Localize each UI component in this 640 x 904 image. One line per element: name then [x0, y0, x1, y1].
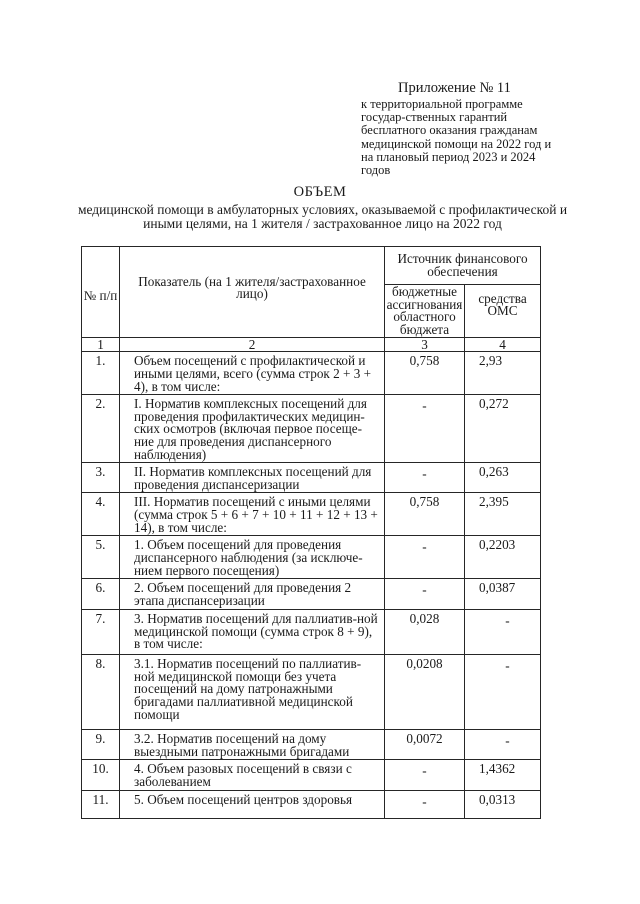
row-oms-value: 2,395: [465, 493, 541, 536]
column-number: 2: [120, 338, 385, 352]
row-budget-value: 0,028: [385, 610, 465, 655]
table-row: [82, 352, 541, 395]
header-number: № п/п: [82, 247, 120, 338]
column-number: 1: [82, 338, 120, 352]
appendix-reference: к территориальной программе государ-ственных гарантий бесплатного оказания гражданам медицинской помощи на 2022 год и на плановый период 2023 и 2024 годов: [361, 97, 552, 178]
table-row: [82, 655, 541, 730]
row-oms-value: 0,0387: [465, 579, 541, 610]
table-row: [82, 536, 541, 579]
row-indicator: 5. Объем посещений центров здоровья: [120, 790, 385, 818]
table-row: [82, 760, 541, 790]
header-oms: средства ОМС: [465, 285, 541, 338]
row-budget-value: 0,758: [385, 493, 465, 536]
row-budget-value: -: [385, 395, 465, 463]
row-indicator: Объем посещений с профилактической и иными целями, всего (сумма строк 2 + 3 + 4), в том числе:: [120, 352, 385, 395]
row-number: 2.: [82, 395, 120, 463]
row-oms-value: 0,272: [465, 395, 541, 463]
row-budget-value: -: [385, 536, 465, 579]
row-number: 8.: [82, 655, 120, 730]
row-indicator: III. Норматив посещений с иными целями (сумма строк 5 + 6 + 7 + 10 + 11 + 12 + 13 + 14), в том числе:: [120, 493, 385, 536]
row-number: 10.: [82, 760, 120, 790]
appendix-title: Приложение № 11: [398, 80, 511, 96]
row-indicator: 4. Объем разовых посещений в связи с заболеванием: [120, 760, 385, 790]
volume-table: [81, 246, 541, 819]
row-number: 11.: [82, 790, 120, 818]
table-row: [82, 579, 541, 610]
row-oms-value: -: [465, 610, 541, 655]
row-budget-value: -: [385, 790, 465, 818]
row-oms-value: 0,2203: [465, 536, 541, 579]
row-indicator: I. Норматив комплексных посещений для проведения профилактических медицин-ских осмотров (включая первое посеще-ние для проведения диспансерного наблюдения): [120, 395, 385, 463]
table-row: [82, 730, 541, 760]
row-oms-value: -: [465, 655, 541, 730]
row-indicator: 1. Объем посещений для проведения диспансерного наблюдения (за исключе-нием первого посещения): [120, 536, 385, 579]
row-number: 9.: [82, 730, 120, 760]
row-indicator: II. Норматив комплексных посещений для проведения диспансеризации: [120, 463, 385, 493]
row-number: 6.: [82, 579, 120, 610]
row-budget-value: 0,0208: [385, 655, 465, 730]
row-oms-value: 1,4362: [465, 760, 541, 790]
header-budget: бюджетные ассигнования областного бюджета: [385, 285, 465, 338]
row-indicator: 3.2. Норматив посещений на дому выездными патронажными бригадами: [120, 730, 385, 760]
header-indicator: Показатель (на 1 жителя/застрахованное лицо): [120, 247, 385, 338]
row-budget-value: 0,0072: [385, 730, 465, 760]
row-oms-value: -: [465, 730, 541, 760]
document-title: ОБЪЕМ: [293, 184, 347, 200]
row-indicator: 3.1. Норматив посещений по паллиатив-ной медицинской помощи без учета посещений на дому патронажными бригадами паллиативной медицинской помощи: [120, 655, 385, 730]
row-oms-value: 0,0313: [465, 790, 541, 818]
row-oms-value: 0,263: [465, 463, 541, 493]
column-number: 4: [465, 338, 541, 352]
column-numbers-row: [82, 338, 541, 352]
row-budget-value: 0,758: [385, 352, 465, 395]
row-budget-value: -: [385, 760, 465, 790]
row-indicator: 3. Норматив посещений для паллиатив-ной медицинской помощи (сумма строк 8 + 9), в том числе:: [120, 610, 385, 655]
row-budget-value: -: [385, 463, 465, 493]
column-number: 3: [385, 338, 465, 352]
table-row: [82, 493, 541, 536]
row-number: 4.: [82, 493, 120, 536]
table-row: [82, 463, 541, 493]
row-oms-value: 2,93: [465, 352, 541, 395]
table-row: [82, 395, 541, 463]
row-number: 1.: [82, 352, 120, 395]
row-number: 3.: [82, 463, 120, 493]
row-number: 5.: [82, 536, 120, 579]
row-budget-value: -: [385, 579, 465, 610]
table-row: [82, 610, 541, 655]
table-row: [82, 790, 541, 818]
row-indicator: 2. Объем посещений для проведения 2 этапа диспансеризации: [120, 579, 385, 610]
row-number: 7.: [82, 610, 120, 655]
document-subtitle: медицинской помощи в амбулаторных условиях, оказываемой с профилактической и иными целями, на 1 жителя / застрахованное лицо на 2022 год: [77, 202, 568, 231]
header-funding-source: Источник финансового обеспечения: [385, 247, 541, 285]
